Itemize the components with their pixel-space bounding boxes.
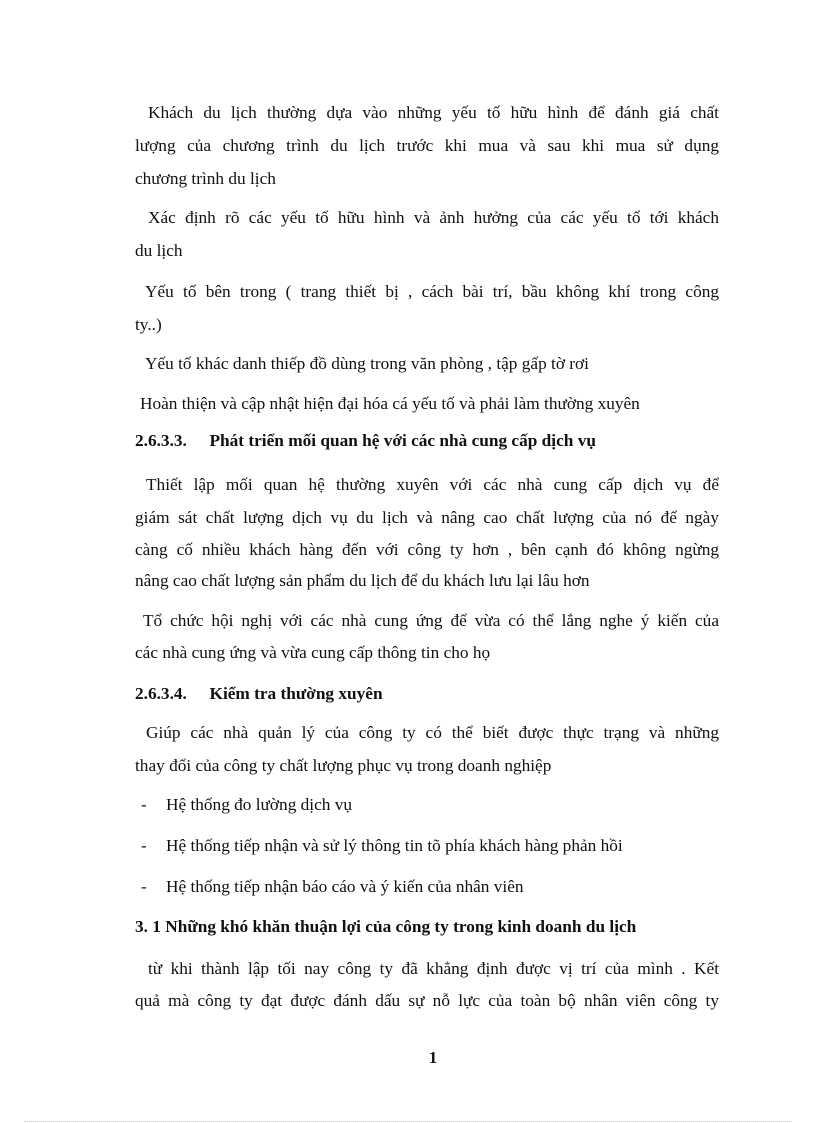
bullet-dash: -	[141, 877, 147, 896]
bullet-dash: -	[141, 795, 147, 814]
list-item: Hệ thống tiếp nhận báo cáo và ý kiến của nhân viên	[166, 877, 524, 896]
section-number: 2.6.3.3.	[135, 431, 187, 450]
paragraph-line: Yếu tố khác danh thiếp đồ dùng trong văn phòng , tập gấp tờ rơi	[145, 354, 589, 373]
section-heading	[135, 683, 719, 705]
paragraph-line: càng cố nhiều khách hàng đến với công ty hơn , bên cạnh đó không ngừng	[135, 540, 719, 559]
section-number: 2.6.3.4.	[135, 684, 187, 703]
paragraph-line: quả mà công ty đạt được đánh dấu sự nỗ lực của toàn bộ nhân viên công ty	[135, 991, 719, 1010]
page-number: 1	[428, 1048, 438, 1067]
paragraph-line: du lịch	[135, 241, 183, 260]
bullet-dash: -	[141, 836, 147, 855]
section-heading	[135, 430, 719, 452]
section-title: Phát triển mối quan hệ với các nhà cung cấp dịch vụ	[209, 431, 596, 450]
paragraph-line: lượng của chương trình du lịch trước khi mua và sau khi mua sử dụng	[135, 136, 719, 155]
paragraph-line: Khách du lịch thường dựa vào những yếu tố hữu hình để đánh giá chất	[148, 103, 719, 122]
paragraph-line: từ khi thành lập tối nay công ty đã khẳng định được vị trí của mình . Kết	[148, 959, 719, 978]
paragraph-line: Thiết lập mối quan hệ thường xuyên với các nhà cung cấp dịch vụ để	[146, 475, 719, 494]
paragraph-line: chương trình du lịch	[135, 169, 276, 188]
paragraph-line: Xác định rõ các yếu tố hữu hình và ảnh hưởng của các yếu tố tới khách	[148, 208, 719, 227]
page-bottom-rule	[24, 1121, 792, 1122]
paragraph-line: giám sát chất lượng dịch vụ du lịch và nâng cao chất lượng của nó để ngày	[135, 508, 719, 527]
paragraph-line: Tổ chức hội nghị với các nhà cung ứng để vừa có thể lắng nghe ý kiến của	[143, 611, 719, 630]
paragraph-line: các nhà cung ứng và vừa cung cấp thông tin cho họ	[135, 643, 491, 662]
paragraph-line: nâng cao chất lượng sản phẩm du lịch để du khách lưu lại lâu hơn	[135, 571, 590, 590]
paragraph-line: thay đổi của công ty chất lượng phục vụ trong doanh nghiệp	[135, 756, 552, 775]
list-item: Hệ thống đo lường dịch vụ	[166, 795, 353, 814]
paragraph-line: Hoàn thiện và cập nhật hiện đại hóa cá yếu tố và phải làm thường xuyên	[140, 394, 640, 413]
paragraph-line: Giúp các nhà quản lý của công ty có thể biết được thực trạng và những	[146, 723, 719, 742]
section-title: Kiểm tra thường xuyên	[209, 684, 383, 703]
list-item: Hệ thống tiếp nhận và sử lý thông tin tõ phía khách hàng phản hồi	[166, 836, 623, 855]
section-heading: 3. 1 Những khó khăn thuận lợi của công ty trong kinh doanh du lịch	[135, 917, 637, 936]
paragraph-line: Yếu tố bên trong ( trang thiết bị , cách bài trí, bầu không khí trong công	[145, 282, 719, 301]
paragraph-line: ty..)	[135, 315, 162, 334]
